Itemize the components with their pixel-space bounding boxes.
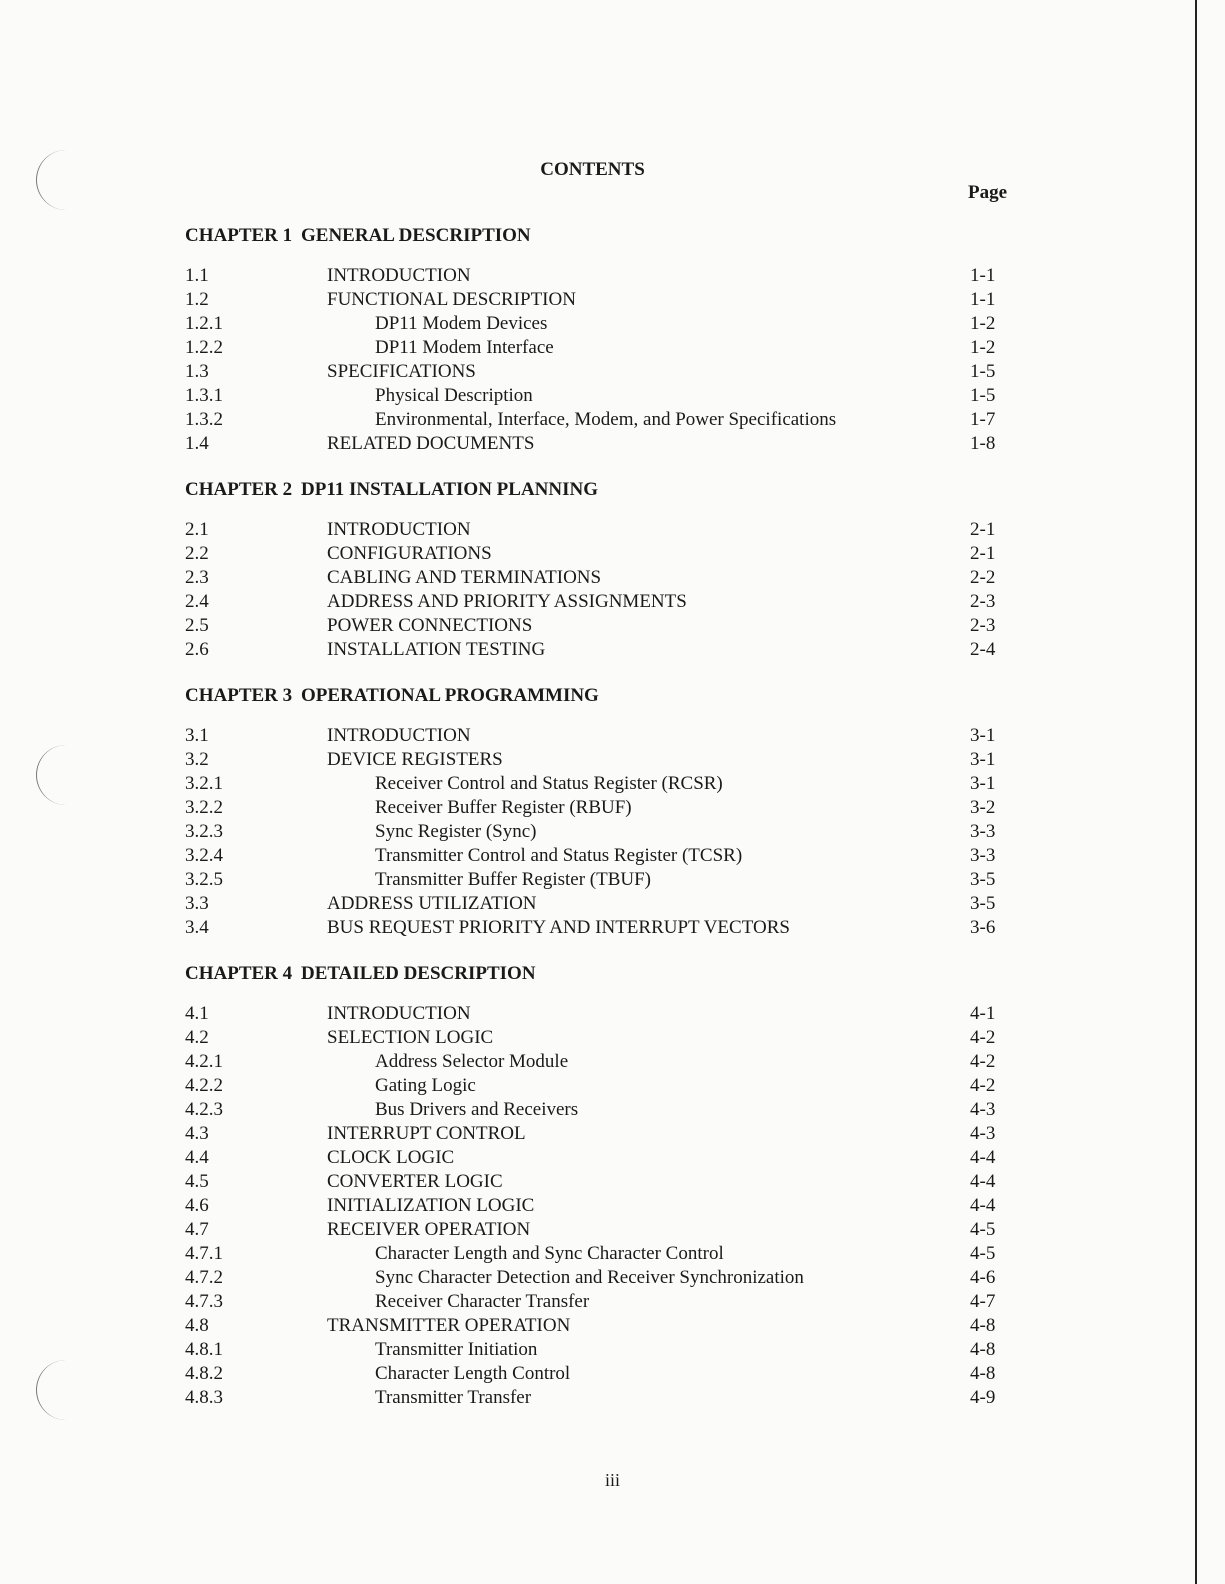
section-title: CLOCK LOGIC	[327, 1147, 455, 1168]
section-title: Transmitter Buffer Register (TBUF)	[375, 869, 652, 890]
toc-entry[interactable]	[185, 844, 1015, 868]
section-title: BUS REQUEST PRIORITY AND INTERRUPT VECTORS	[327, 917, 790, 938]
page-ref: 3-1	[970, 749, 996, 770]
section-number: 1.2.2	[185, 337, 223, 358]
section-title: ADDRESS UTILIZATION	[327, 893, 537, 914]
chapter-section	[185, 962, 1015, 1410]
section-number: 4.3	[185, 1123, 209, 1144]
toc-entry[interactable]	[185, 1314, 1015, 1338]
page-ref: 3-6	[970, 917, 996, 938]
chapter-section	[185, 224, 1015, 456]
toc-entry[interactable]	[185, 1290, 1015, 1314]
page-ref: 4-3	[970, 1099, 996, 1120]
page-ref: 1-1	[970, 265, 996, 286]
section-title: Receiver Buffer Register (RBUF)	[375, 797, 632, 818]
section-number: 4.5	[185, 1171, 209, 1192]
toc-entry[interactable]	[185, 288, 1015, 312]
page-ref: 4-2	[970, 1075, 996, 1096]
page-ref: 3-5	[970, 869, 996, 890]
section-number: 4.8.1	[185, 1339, 223, 1360]
page-column-header: Page	[968, 182, 1008, 203]
chapter-title: DETAILED DESCRIPTION	[301, 963, 536, 984]
section-title: INITIALIZATION LOGIC	[327, 1195, 535, 1216]
chapter-section	[185, 684, 1015, 940]
section-number: 2.2	[185, 543, 209, 564]
section-number: 2.3	[185, 567, 209, 588]
section-title: INTRODUCTION	[327, 265, 471, 286]
section-title: Character Length Control	[375, 1363, 571, 1384]
section-number: 1.3.2	[185, 409, 223, 430]
page-ref: 4-9	[970, 1387, 996, 1408]
page-ref: 4-2	[970, 1027, 996, 1048]
section-number: 2.6	[185, 639, 209, 660]
chapter-heading[interactable]	[185, 684, 1015, 708]
section-number: 3.2.5	[185, 869, 223, 890]
section-number: 1.4	[185, 433, 209, 454]
section-number: 3.2.2	[185, 797, 223, 818]
section-title: POWER CONNECTIONS	[327, 615, 533, 636]
page-ref: 1-5	[970, 385, 996, 406]
section-title: Transmitter Initiation	[375, 1339, 538, 1360]
page-ref: 4-4	[970, 1195, 996, 1216]
page-ref: 4-8	[970, 1339, 996, 1360]
section-title: SELECTION LOGIC	[327, 1027, 494, 1048]
toc-entry[interactable]	[185, 1386, 1015, 1410]
toc-entry[interactable]	[185, 1026, 1015, 1050]
toc-entry[interactable]	[185, 1146, 1015, 1170]
page-ref: 4-5	[970, 1219, 996, 1240]
section-number: 4.8	[185, 1315, 209, 1336]
page-ref: 2-1	[970, 543, 996, 564]
chapter-heading[interactable]	[185, 224, 1015, 248]
page-ref: 4-4	[970, 1147, 996, 1168]
page-ref: 4-7	[970, 1291, 996, 1312]
toc-entry[interactable]	[185, 1266, 1015, 1290]
section-number: 1.2.1	[185, 313, 223, 334]
chapter-label: CHAPTER 4	[185, 963, 293, 984]
toc-entry[interactable]	[185, 892, 1015, 916]
page-ref: 4-8	[970, 1315, 996, 1336]
section-title: INTRODUCTION	[327, 1003, 471, 1024]
chapter-label: CHAPTER 1	[185, 225, 293, 246]
page-ref: 2-2	[970, 567, 996, 588]
section-title: DP11 Modem Interface	[375, 337, 554, 358]
chapter-label: CHAPTER 3	[185, 685, 293, 706]
page-ref: 2-4	[970, 639, 996, 660]
toc-entry[interactable]	[185, 336, 1015, 360]
section-number: 1.3	[185, 361, 209, 382]
chapter-title: OPERATIONAL PROGRAMMING	[301, 685, 599, 706]
section-title: DP11 Modem Devices	[375, 313, 548, 334]
section-title: INSTALLATION TESTING	[327, 639, 546, 660]
section-number: 3.4	[185, 917, 209, 938]
section-title: Receiver Character Transfer	[375, 1291, 590, 1312]
section-title: Gating Logic	[375, 1075, 476, 1096]
toc-entry[interactable]	[185, 1074, 1015, 1098]
toc-entry[interactable]	[185, 590, 1015, 614]
section-title: Character Length and Sync Character Control	[375, 1243, 724, 1264]
section-number: 3.2	[185, 749, 209, 770]
section-title: RECEIVER OPERATION	[327, 1219, 531, 1240]
page-ref: 3-5	[970, 893, 996, 914]
section-number: 2.4	[185, 591, 209, 612]
toc-entry[interactable]	[185, 916, 1015, 940]
section-number: 4.2	[185, 1027, 209, 1048]
toc-entry[interactable]	[185, 1050, 1015, 1074]
page-ref: 4-1	[970, 1003, 996, 1024]
page-ref: 3-1	[970, 773, 996, 794]
section-number: 2.5	[185, 615, 209, 636]
section-title: Physical Description	[375, 385, 533, 406]
chapter-heading[interactable]	[185, 962, 1015, 986]
toc-entry[interactable]	[185, 748, 1015, 772]
toc-entry[interactable]	[185, 384, 1015, 408]
page-ref: 4-5	[970, 1243, 996, 1264]
section-number: 1.3.1	[185, 385, 223, 406]
toc-entry[interactable]	[185, 1338, 1015, 1362]
section-title: CABLING AND TERMINATIONS	[327, 567, 602, 588]
chapter-title: GENERAL DESCRIPTION	[301, 225, 531, 246]
section-title: Sync Character Detection and Receiver Synchronization	[375, 1267, 804, 1288]
page-ref: 1-2	[970, 337, 996, 358]
section-title: INTRODUCTION	[327, 725, 471, 746]
section-number: 3.3	[185, 893, 209, 914]
toc-entry[interactable]	[185, 772, 1015, 796]
chapter-label: CHAPTER 2	[185, 479, 293, 500]
chapter-heading[interactable]	[185, 478, 1015, 502]
page-ref: 2-3	[970, 615, 996, 636]
section-title: Sync Register (Sync)	[375, 821, 537, 842]
toc-entry[interactable]	[185, 796, 1015, 820]
page-ref: 4-2	[970, 1051, 996, 1072]
section-number: 3.2.4	[185, 845, 223, 866]
section-title: RELATED DOCUMENTS	[327, 433, 535, 454]
toc-entry[interactable]	[185, 868, 1015, 892]
table-of-contents	[185, 224, 1015, 1432]
page-edge	[1195, 0, 1197, 1584]
section-number: 4.7	[185, 1219, 209, 1240]
toc-entry[interactable]	[185, 1362, 1015, 1386]
section-number: 3.2.3	[185, 821, 223, 842]
section-number: 4.7.3	[185, 1291, 223, 1312]
toc-entry[interactable]	[185, 1122, 1015, 1146]
section-number: 4.7.2	[185, 1267, 223, 1288]
section-number: 2.1	[185, 519, 209, 540]
section-title: Receiver Control and Status Register (RCSR)	[375, 773, 723, 794]
section-title: FUNCTIONAL DESCRIPTION	[327, 289, 576, 310]
section-number: 4.2.2	[185, 1075, 223, 1096]
toc-entry[interactable]	[185, 1242, 1015, 1266]
section-title: TRANSMITTER OPERATION	[327, 1315, 571, 1336]
page-ref: 3-3	[970, 845, 996, 866]
binder-hole-mark	[36, 1360, 77, 1420]
toc-entry[interactable]	[185, 432, 1015, 456]
section-title: Environmental, Interface, Modem, and Power Specifications	[375, 409, 837, 430]
toc-entry[interactable]	[185, 360, 1015, 384]
section-number: 3.1	[185, 725, 209, 746]
page-ref: 1-2	[970, 313, 996, 334]
page-ref: 2-3	[970, 591, 996, 612]
page-number: iii	[604, 1470, 620, 1490]
toc-entry[interactable]	[185, 1170, 1015, 1194]
page-ref: 3-1	[970, 725, 996, 746]
toc-entry[interactable]	[185, 408, 1015, 432]
page-ref: 4-3	[970, 1123, 996, 1144]
page-ref: 2-1	[970, 519, 996, 540]
page-ref: 3-2	[970, 797, 996, 818]
page-ref: 4-6	[970, 1267, 996, 1288]
page-ref: 1-5	[970, 361, 996, 382]
toc-entry[interactable]	[185, 312, 1015, 336]
toc-entry[interactable]	[185, 518, 1015, 542]
section-number: 4.7.1	[185, 1243, 223, 1264]
toc-entry[interactable]	[185, 1002, 1015, 1026]
section-title: SPECIFICATIONS	[327, 361, 476, 382]
toc-entry[interactable]	[185, 724, 1015, 748]
section-number: 4.2.3	[185, 1099, 223, 1120]
section-number: 3.2.1	[185, 773, 223, 794]
chapter-title: DP11 INSTALLATION PLANNING	[301, 479, 599, 500]
binder-hole-mark	[36, 745, 77, 805]
section-title: CONVERTER LOGIC	[327, 1171, 503, 1192]
toc-entry[interactable]	[185, 566, 1015, 590]
section-title: Bus Drivers and Receivers	[375, 1099, 579, 1120]
section-number: 1.2	[185, 289, 209, 310]
section-title: Address Selector Module	[375, 1051, 569, 1072]
section-title: Transmitter Transfer	[375, 1387, 532, 1408]
section-title: DEVICE REGISTERS	[327, 749, 503, 770]
toc-entry[interactable]	[185, 638, 1015, 662]
section-number: 1.1	[185, 265, 209, 286]
page-ref: 1-1	[970, 289, 996, 310]
toc-entry[interactable]	[185, 542, 1015, 566]
section-number: 4.8.2	[185, 1363, 223, 1384]
page-ref: 1-7	[970, 409, 996, 430]
toc-entry[interactable]	[185, 820, 1015, 844]
toc-entry[interactable]	[185, 614, 1015, 638]
page-ref: 4-4	[970, 1171, 996, 1192]
page-title: CONTENTS	[540, 159, 645, 180]
page-ref: 3-3	[970, 821, 996, 842]
page-ref: 1-8	[970, 433, 996, 454]
section-title: INTRODUCTION	[327, 519, 471, 540]
section-title: ADDRESS AND PRIORITY ASSIGNMENTS	[327, 591, 687, 612]
section-number: 4.2.1	[185, 1051, 223, 1072]
toc-entry[interactable]	[185, 264, 1015, 288]
section-number: 4.8.3	[185, 1387, 223, 1408]
section-number: 4.4	[185, 1147, 209, 1168]
toc-entry[interactable]	[185, 1218, 1015, 1242]
section-number: 4.6	[185, 1195, 209, 1216]
section-title: Transmitter Control and Status Register (TCSR)	[375, 845, 743, 866]
section-title: CONFIGURATIONS	[327, 543, 492, 564]
chapter-section	[185, 478, 1015, 662]
page-ref: 4-8	[970, 1363, 996, 1384]
section-number: 4.1	[185, 1003, 209, 1024]
toc-entry[interactable]	[185, 1194, 1015, 1218]
toc-entry[interactable]	[185, 1098, 1015, 1122]
section-title: INTERRUPT CONTROL	[327, 1123, 526, 1144]
